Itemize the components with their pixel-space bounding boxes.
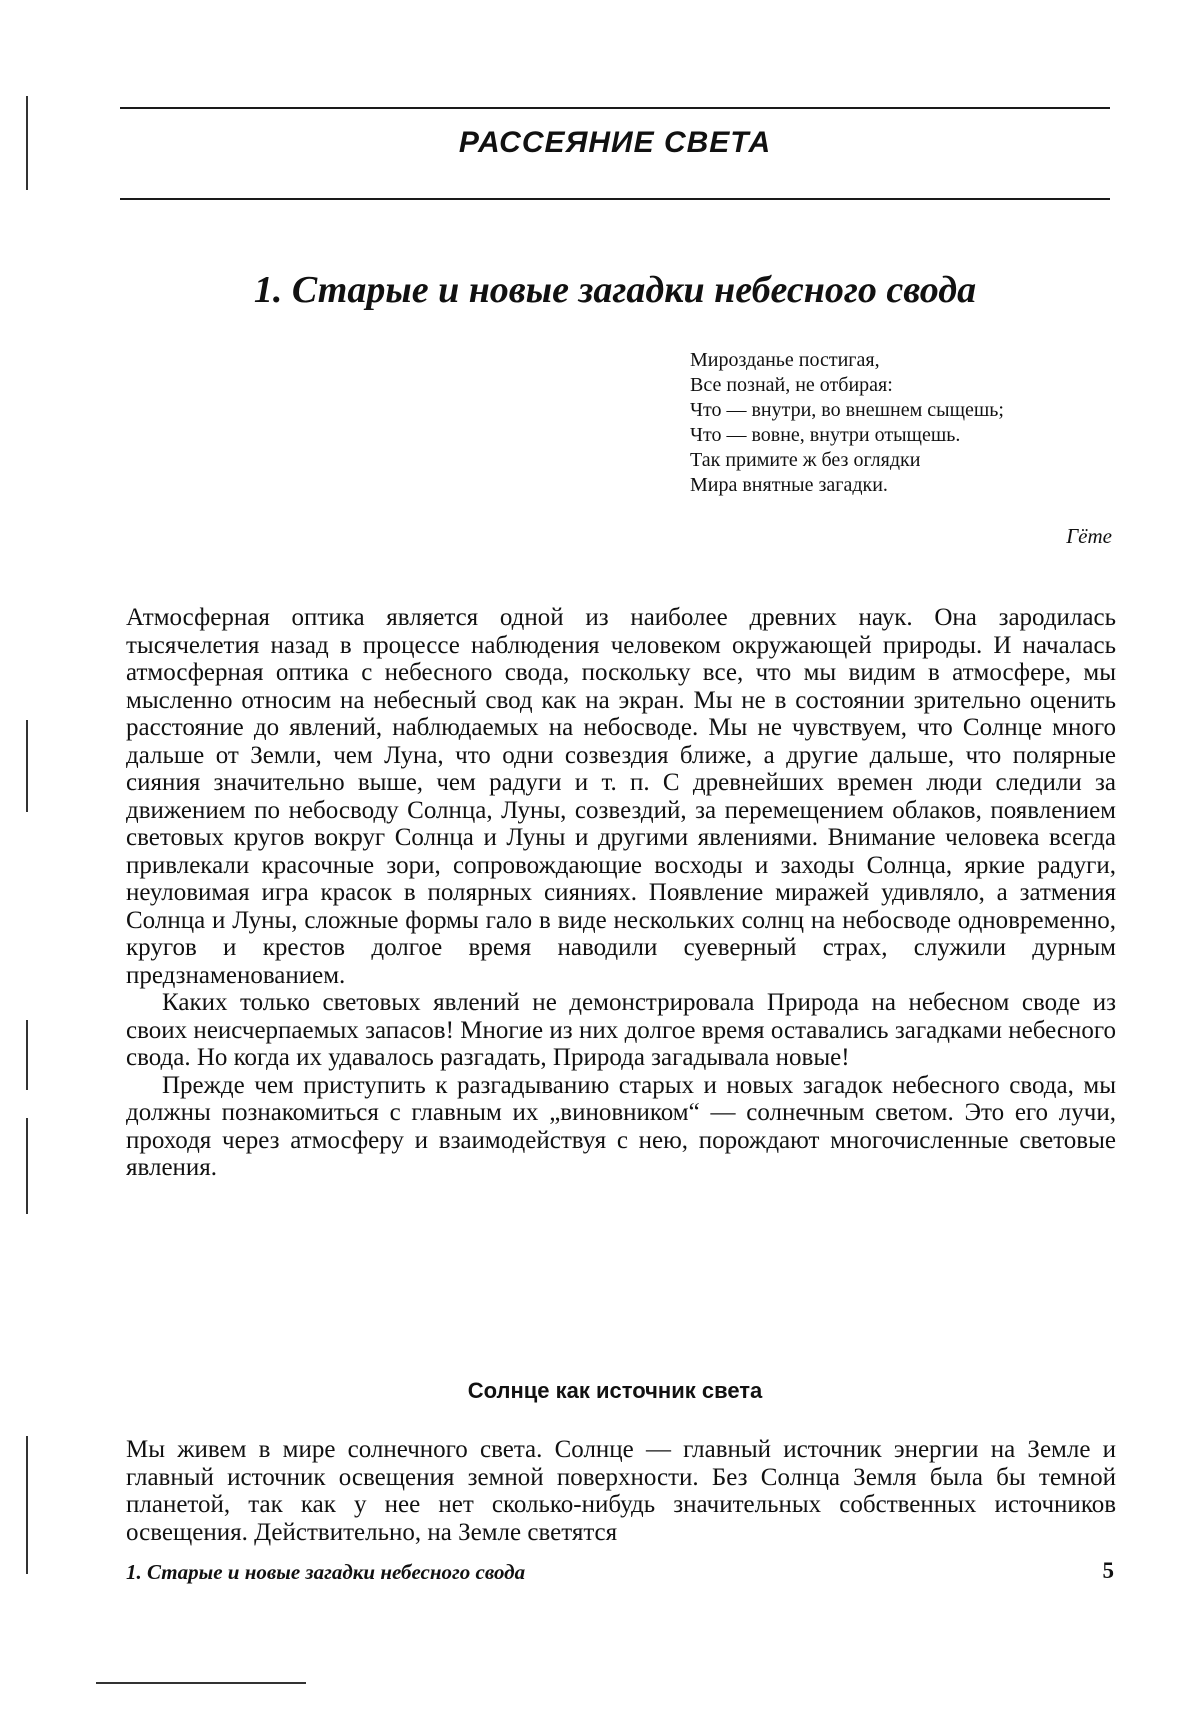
running-footer: 1. Старые и новые загадки небесного свода: [126, 1560, 526, 1584]
scan-edge-line: [96, 1682, 306, 1684]
section-title: 1. Старые и новые загадки небесного свода: [253, 269, 977, 311]
epigraph-line: Мирозданье постигая,: [690, 349, 880, 371]
epigraph: [690, 348, 1120, 498]
epigraph-line: Что — внутри, во внешнем сыщешь;: [690, 399, 1004, 421]
body-paragraph: Атмосферная оптика является одной из наиболее древних наук. Она зародилась тысячелетия назад в процессе наблюдения человеком окружающей природы. И началась атмосферная оптика с небесного свода, поскольку все, что мы видим в атмосфере, мы мысленно относим на небесный свод как на экран. Мы не в состоянии зрительно оценить расстояние до явлений, наблюдаемых на небосводе. Мы не чувствуем, что Солнце много дальше от Земли, чем Луна, что одни созвездия ближе, а другие дальше, что полярные сияния значительно выше, чем радуги и т. п. С древнейших времен люди следили за движением по небосводу Солнца, Луны, созвездий, за перемещением облаков, появлением световых кругов вокруг Солнца и Луны и другими явлениями. Внимание человека всегда привлекали красочные зори, сопровождающие восходы и заходы Солнца, яркие радуги, неуловимая игра красок в полярных сияниях. Появление миражей удивляло, а затмения Солнца и Луны, сложные формы гало в виде нескольких солнц на небосводе одновременно, кругов и крестов долгое время наводили суеверный страх, служили дурным предзнаменованием.: [126, 604, 1116, 989]
margin-mark: [26, 96, 28, 190]
page-number: 5: [1102, 1558, 1114, 1583]
margin-mark: [26, 720, 28, 812]
subsection-body-text: [126, 1436, 1116, 1546]
margin-mark: [26, 1020, 28, 1090]
margin-mark: [26, 1436, 28, 1574]
epigraph-line: Что — вовне, внутри отыщешь.: [690, 424, 961, 446]
epigraph-author: Гёте: [1066, 524, 1112, 548]
header-rule-bottom: [120, 198, 1110, 200]
epigraph-line: Так примите ж без оглядки: [690, 449, 921, 471]
body-paragraph: Мы живем в мире солнечного света. Солнце — главный источник энергии на Земле и главный источник освещения земной поверхности. Без Солнца Земля была бы темной планетой, так как у нее нет сколько-нибудь значительных собственных источников освещения. Действительно, на Земле светятся: [126, 1436, 1116, 1546]
subsection-title: Солнце как источник света: [467, 1378, 763, 1403]
epigraph-line: Все познай, не отбирая:: [690, 374, 893, 396]
main-body-text: [126, 604, 1116, 1182]
epigraph-line: Мира внятные загадки.: [690, 474, 888, 496]
body-paragraph: Каких только световых явлений не демонстрировала Природа на небесном своде из своих неисчерпаемых запасов! Многие из них долгое время оставались загадками небесного свода. Но когда их удавалось разгадать, Природа загадывала новые!: [126, 989, 1116, 1071]
margin-mark: [26, 1118, 28, 1214]
chapter-title: РАССЕЯНИЕ СВЕТА: [458, 126, 772, 159]
body-paragraph: Прежде чем приступить к разгадыванию старых и новых загадок небесного свода, мы должны познакомиться с главным их „виновником“ — солнечным светом. Это его лучи, проходя через атмосферу и взаимодействуя с нею, порождают многочисленные световые явления.: [126, 1071, 1116, 1181]
header-rule-top: [120, 107, 1110, 109]
